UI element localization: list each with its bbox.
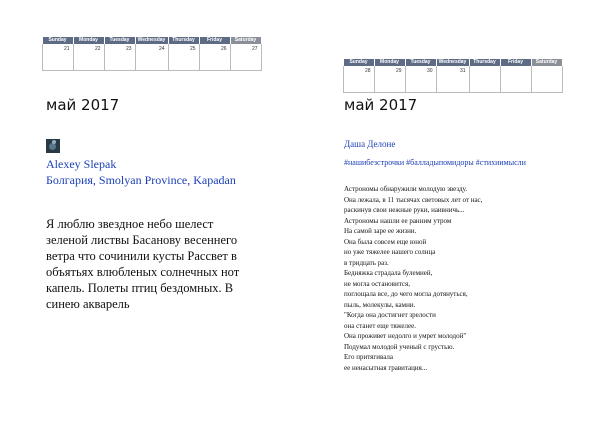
- right-month-title: май 2017: [344, 96, 418, 114]
- calendar-day: [531, 66, 562, 93]
- author-name: Alexey Slepak: [46, 157, 117, 171]
- poem-line: Астрономы нашли ее ранним утром: [344, 216, 452, 225]
- calendar-header-thursday: Thursday: [168, 37, 199, 44]
- calendar-day: 25: [168, 44, 199, 71]
- calendar-day: 22: [73, 44, 104, 71]
- calendar-header-row: [43, 37, 262, 44]
- poem-line: Астрономы обнаружили молодую звезду.: [344, 185, 468, 193]
- calendar-header-sunday: Sunday: [344, 59, 375, 66]
- calendar-header-monday: Monday: [73, 37, 104, 44]
- calendar-header-friday: Friday: [500, 59, 531, 66]
- poem-line: На самой заре ее жизни.: [344, 227, 417, 235]
- poem: [344, 184, 564, 373]
- right-author-name: Даша Делоне: [344, 139, 396, 149]
- poem-line: в тридцать раз.: [344, 258, 389, 267]
- calendar-day: 29: [374, 66, 405, 93]
- calendar-week-row: [43, 44, 262, 71]
- left-post-text: Я люблю звездное небо шелест зеленой листвы Басанову весеннего ветра что сочинили кусты Рассвет в объятьях влюбленых солнечных нот капель. Полеты птиц бездомных. В синею акварель: [46, 217, 240, 311]
- calendar-day: 23: [104, 44, 135, 71]
- poem-line: не могла остановится,: [344, 279, 410, 288]
- calendar-day: [469, 66, 500, 93]
- calendar-header-monday: Monday: [374, 59, 405, 66]
- poem-line: поглощала все, до чего могла дотянуться,: [344, 290, 468, 298]
- poem-line: Она лежала, в 11 тысячах световых лет от нас,: [344, 195, 483, 204]
- left-month-title: май 2017: [46, 96, 120, 114]
- poem-line: Подумал молодой ученый с грустью.: [344, 342, 455, 351]
- poem-line: она станет еще тяжелее.: [344, 321, 416, 330]
- left-calendar: [42, 37, 262, 71]
- calendar-header-thursday: Thursday: [469, 59, 500, 66]
- avatar: [46, 139, 60, 153]
- hashtags: #нашибезстрочки #балладыпомидоры #стихиимысли: [344, 158, 526, 167]
- poem-line: раскинув свои нежные руки, наивничь...: [344, 206, 465, 214]
- poem-line: Она была совсем еще юной: [344, 237, 427, 246]
- poem-line: пыль, молекулы, камни.: [344, 300, 416, 309]
- poem-line: "Когда она достигнет зрелости: [344, 311, 436, 319]
- calendar-day: 24: [135, 44, 168, 71]
- calendar-week-row: [344, 66, 563, 93]
- calendar-header-row: [344, 59, 563, 66]
- poem-line: Его притягивала: [344, 353, 393, 361]
- calendar-header-tuesday: Tuesday: [104, 37, 135, 44]
- left-author-block: [46, 156, 236, 188]
- poem-line: Бедняжка страдала булемией,: [344, 269, 433, 277]
- poem-line: но уже тяжелее нашего солнца: [344, 248, 436, 256]
- calendar-day: 21: [43, 44, 74, 71]
- calendar-header-friday: Friday: [199, 37, 230, 44]
- calendar-day: 26: [199, 44, 230, 71]
- poem-line: ее ненасытная гравитация...: [344, 363, 428, 372]
- calendar-day: 31: [436, 66, 469, 93]
- calendar-header-saturday: Saturday: [531, 59, 562, 66]
- calendar-day: 30: [405, 66, 436, 93]
- author-location: Болгария, Smolyan Province, Kapadan: [46, 173, 236, 187]
- right-calendar: [343, 59, 563, 93]
- calendar-header-wednesday: Wednesday: [135, 37, 168, 44]
- calendar-header-sunday: Sunday: [43, 37, 74, 44]
- calendar-day: 28: [344, 66, 375, 93]
- calendar-header-wednesday: Wednesday: [436, 59, 469, 66]
- calendar-header-saturday: Saturday: [230, 37, 261, 44]
- calendar-day: 27: [230, 44, 261, 71]
- calendar-day: [500, 66, 531, 93]
- calendar-header-tuesday: Tuesday: [405, 59, 436, 66]
- poem-line: Она проживет недолго и умрет молодой": [344, 332, 467, 340]
